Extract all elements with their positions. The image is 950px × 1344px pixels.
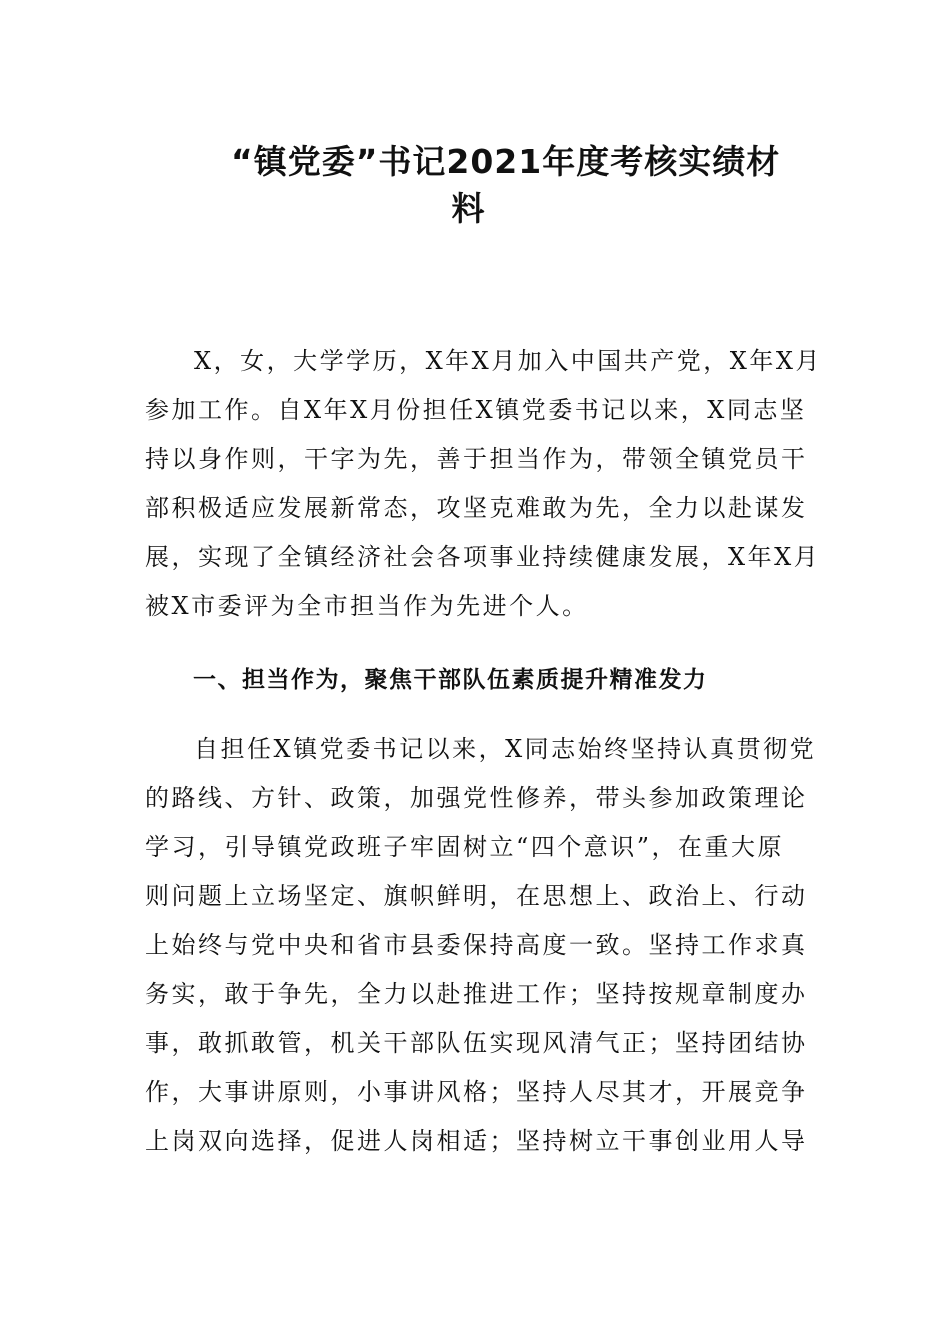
paragraph-line: 作，大事讲原则，小事讲风格；坚持人尽其才，开展竞争 (145, 1078, 808, 1106)
paragraph-line: 被X市委评为全市担当作为先进个人。 (145, 592, 589, 620)
paragraph-line: 持以身作则，干字为先，善于担当作为，带领全镇党员干 (145, 445, 808, 473)
document-title (145, 138, 810, 232)
paragraph-line: 则问题上立场坚定、旗帜鲜明，在思想上、政治上、行动 (145, 882, 808, 910)
paragraph-line: X，女，大学学历，X年X月加入中国共产党，X年X月 (194, 347, 822, 375)
paragraph-line: 上岗双向选择，促进人岗相适；坚持树立干事创业用人导 (145, 1127, 808, 1155)
paragraph-line: 部积极适应发展新常态，攻坚克难敢为先，全力以赴谋发 (145, 494, 808, 522)
paragraph-line: 事，敢抓敢管，机关干部队伍实现风清气正；坚持团结协 (145, 1029, 808, 1057)
paragraph-line: 展，实现了全镇经济社会各项事业持续健康发展，X年X月 (145, 543, 821, 571)
section-1-paragraph (145, 725, 817, 1166)
paragraph-line: 上始终与党中央和省市县委保持高度一致。坚持工作求真 (145, 931, 808, 959)
paragraph-line: 学习，引导镇党政班子牢固树立“四个意识”，在重大原 (145, 833, 785, 861)
paragraph-line: 自担任X镇党委书记以来，X同志始终坚持认真贯彻党 (194, 735, 817, 763)
paragraph-line: 参加工作。自X年X月份担任X镇党委书记以来，X同志坚 (145, 396, 807, 424)
intro-paragraph (145, 337, 822, 631)
title-line-2: 料 (451, 189, 486, 228)
paragraph-line: 务实，敢于争先，全力以赴推进工作；坚持按规章制度办 (145, 980, 808, 1008)
section-heading: 一、担当作为，聚焦干部队伍素质提升精准发力 (193, 667, 708, 693)
title-line-1: “镇党委”书记2021年度考核实绩材 (231, 142, 781, 181)
paragraph-line: 的路线、方针、政策，加强党性修养，带头参加政策理论 (145, 784, 808, 812)
